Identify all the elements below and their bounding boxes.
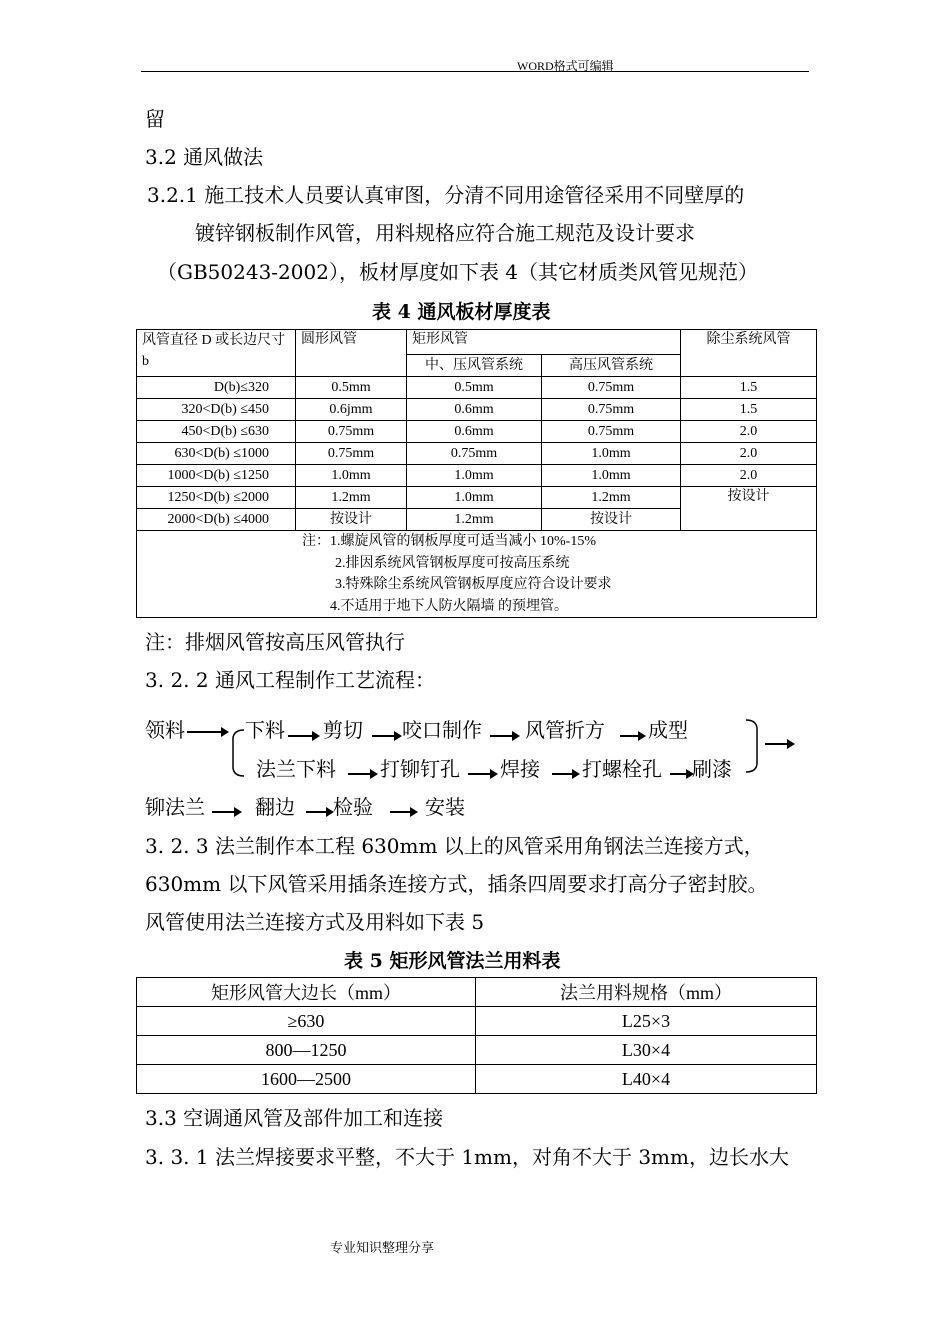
paragraph-3-2-1-line2: 镀锌钢板制作风管，用料规格应符合施工规范及设计要求 bbox=[195, 221, 695, 245]
t4-cell: 1.5 bbox=[681, 399, 817, 421]
section-heading-3-3: 3.3 空调通风管及部件加工和连接 bbox=[145, 1106, 444, 1130]
t4-cell: 320<D(b) ≤450 bbox=[137, 399, 296, 421]
paragraph-3-2-1-line1: 3.2.1 施工技术人员要认真审图，分清不同用途管径采用不同壁厚的 bbox=[147, 183, 745, 207]
t4-cell: 2.0 bbox=[681, 465, 817, 487]
t4-notes bbox=[137, 531, 817, 618]
t5-cell: L40×4 bbox=[476, 1065, 817, 1094]
t5-cell: L25×3 bbox=[476, 1007, 817, 1036]
t4-cell: 630<D(b) ≤1000 bbox=[137, 443, 296, 465]
t4-header-dust: 除尘系统风管 bbox=[681, 330, 817, 377]
t4-cell: 按设计 bbox=[296, 509, 407, 531]
flow-step: 成型 bbox=[648, 718, 688, 742]
flow-step: 风管折方 bbox=[525, 718, 605, 742]
paragraph-3-2-3-line1: 3. 2. 3 法兰制作本工程 630mm 以上的风管采用角钢法兰连接方式， bbox=[145, 834, 764, 858]
t4-cell: 1.0mm bbox=[296, 465, 407, 487]
arrow-icon bbox=[670, 773, 692, 775]
t4-cell: 0.75mm bbox=[296, 443, 407, 465]
section-heading-3-2-2: 3. 2. 2 通风工程制作工艺流程： bbox=[145, 668, 435, 692]
t4-header-round: 圆形风管 bbox=[296, 330, 407, 377]
arrow-icon bbox=[306, 811, 332, 813]
t5-cell: 1600—2500 bbox=[137, 1065, 476, 1094]
header-rule bbox=[141, 71, 809, 72]
section-heading-3-2: 3.2 通风做法 bbox=[145, 145, 264, 169]
flow-step: 下料 bbox=[245, 718, 285, 742]
arrow-icon bbox=[390, 811, 416, 813]
t5-header: 矩形风管大边长（mm） bbox=[137, 978, 476, 1007]
flow-step: 刷漆 bbox=[692, 757, 732, 781]
t5-header: 法兰用料规格（mm） bbox=[476, 978, 817, 1007]
t4-cell: 1.2mm bbox=[407, 509, 542, 531]
table5-caption: 表 5 矩形风管法兰用料表 bbox=[344, 950, 561, 972]
t4-cell: 0.5mm bbox=[407, 377, 542, 399]
flow-step: 翻边 bbox=[255, 795, 295, 819]
t4-cell: 按设计 bbox=[542, 509, 681, 531]
flow-step: 焊接 bbox=[500, 757, 540, 781]
flow-step: 咬口制作 bbox=[402, 718, 482, 742]
table-row bbox=[137, 465, 817, 487]
arrow-icon bbox=[288, 735, 318, 737]
arrow-icon bbox=[765, 743, 793, 745]
flow-step: 检验 bbox=[333, 795, 373, 819]
t4-cell: 450<D(b) ≤630 bbox=[137, 421, 296, 443]
flow-step: 剪切 bbox=[323, 718, 363, 742]
table-5 bbox=[136, 977, 817, 1094]
t4-cell: 0.5mm bbox=[296, 377, 407, 399]
t4-note-2: 2.排因系统风管钢板厚度可按高压系统 bbox=[335, 555, 570, 571]
arrow-icon bbox=[372, 735, 400, 737]
t4-cell: 1250<D(b) ≤2000 bbox=[137, 487, 296, 509]
flow-step: 法兰下料 bbox=[256, 757, 336, 781]
flow-step: 铆法兰 bbox=[145, 795, 205, 819]
table-header-row bbox=[137, 978, 817, 1007]
t4-cell: 按设计 bbox=[681, 487, 817, 531]
table-row bbox=[137, 1007, 817, 1036]
t5-cell: 800—1250 bbox=[137, 1036, 476, 1065]
t4-cell: 1000<D(b) ≤1250 bbox=[137, 465, 296, 487]
t4-cell: D(b)≤320 bbox=[137, 377, 296, 399]
flow-start: 领料 bbox=[145, 718, 185, 742]
t4-header-rect-high: 高压风管系统 bbox=[542, 355, 681, 377]
t4-cell: 2.0 bbox=[681, 443, 817, 465]
arrow-icon bbox=[212, 811, 240, 813]
t4-cell: 0.6mm bbox=[407, 399, 542, 421]
t4-cell: 1.0mm bbox=[407, 465, 542, 487]
paragraph-3-2-3-line2: 630mm 以下风管采用插条连接方式，插条四周要求打高分子密封胶。 bbox=[145, 872, 768, 896]
t4-header-rect-mid: 中、压风管系统 bbox=[407, 355, 542, 377]
arrow-icon bbox=[552, 773, 578, 775]
t4-note-1: 注：1.螺旋风管的钢板厚度可适当减小 10%-15% bbox=[302, 534, 596, 549]
t4-cell: 1.5 bbox=[681, 377, 817, 399]
page-header: WORD格式可编辑 bbox=[517, 59, 614, 73]
t4-header-size: 风管直径 D 或长边尺寸 b bbox=[137, 330, 296, 377]
arrow-icon bbox=[348, 773, 376, 775]
paragraph-3-3-1: 3. 3. 1 法兰焊接要求平整，不大于 1mm，对角不大于 3mm，边长水大 bbox=[145, 1145, 789, 1169]
flow-step: 安装 bbox=[425, 795, 465, 819]
arrow-icon bbox=[187, 731, 227, 733]
table-row bbox=[137, 421, 817, 443]
table-row bbox=[137, 1065, 817, 1094]
table-row bbox=[137, 377, 817, 399]
note-smoke-duct: 注：排烟风管按高压风管执行 bbox=[145, 630, 405, 654]
table-row bbox=[137, 443, 817, 465]
t4-cell: 0.75mm bbox=[542, 421, 681, 443]
t4-cell: 0.75mm bbox=[407, 443, 542, 465]
flow-step: 打螺栓孔 bbox=[582, 757, 662, 781]
arrow-icon bbox=[468, 773, 496, 775]
t4-cell: 0.75mm bbox=[542, 399, 681, 421]
table-row bbox=[137, 487, 817, 509]
table4-caption: 表 4 通风板材厚度表 bbox=[372, 301, 551, 323]
page-footer: 专业知识整理分享 bbox=[330, 1241, 435, 1256]
t4-cell: 0.6mm bbox=[407, 421, 542, 443]
t4-cell: 1.2mm bbox=[542, 487, 681, 509]
table-row bbox=[137, 399, 817, 421]
t4-cell: 0.75mm bbox=[296, 421, 407, 443]
t4-cell: 1.0mm bbox=[542, 465, 681, 487]
flow-step: 打铆钉孔 bbox=[380, 757, 460, 781]
t4-cell: 0.6jmm bbox=[296, 399, 407, 421]
table-row bbox=[137, 1036, 817, 1065]
t4-header-rect: 矩形风管 bbox=[407, 330, 681, 355]
paragraph-fragment: 留 bbox=[145, 107, 165, 131]
paragraph-3-2-1-line3: （GB50243-2002），板材厚度如下表 4（其它材质类风管见规范） bbox=[157, 260, 759, 284]
t4-cell: 2.0 bbox=[681, 421, 817, 443]
left-bracket-icon bbox=[226, 724, 246, 782]
t4-cell: 1.0mm bbox=[542, 443, 681, 465]
t4-cell: 0.75mm bbox=[542, 377, 681, 399]
t5-cell: L30×4 bbox=[476, 1036, 817, 1065]
t4-note-3: 3.特殊除尘系统风管钢板厚度应符合设计要求 bbox=[335, 577, 612, 592]
arrow-icon bbox=[490, 735, 518, 737]
t4-cell: 1.0mm bbox=[407, 487, 542, 509]
right-bracket-icon bbox=[744, 716, 764, 776]
t4-note-4: 4.不适用于地下人防火隔墙 的预埋管。 bbox=[330, 598, 568, 614]
arrow-icon bbox=[620, 735, 644, 737]
t4-cell: 1.2mm bbox=[296, 487, 407, 509]
t5-cell: ≥630 bbox=[137, 1007, 476, 1036]
t4-cell: 2000<D(b) ≤4000 bbox=[137, 509, 296, 531]
paragraph-3-2-3-line3: 风管使用法兰连接方式及用料如下表 5 bbox=[145, 910, 485, 934]
table-4 bbox=[136, 329, 817, 618]
